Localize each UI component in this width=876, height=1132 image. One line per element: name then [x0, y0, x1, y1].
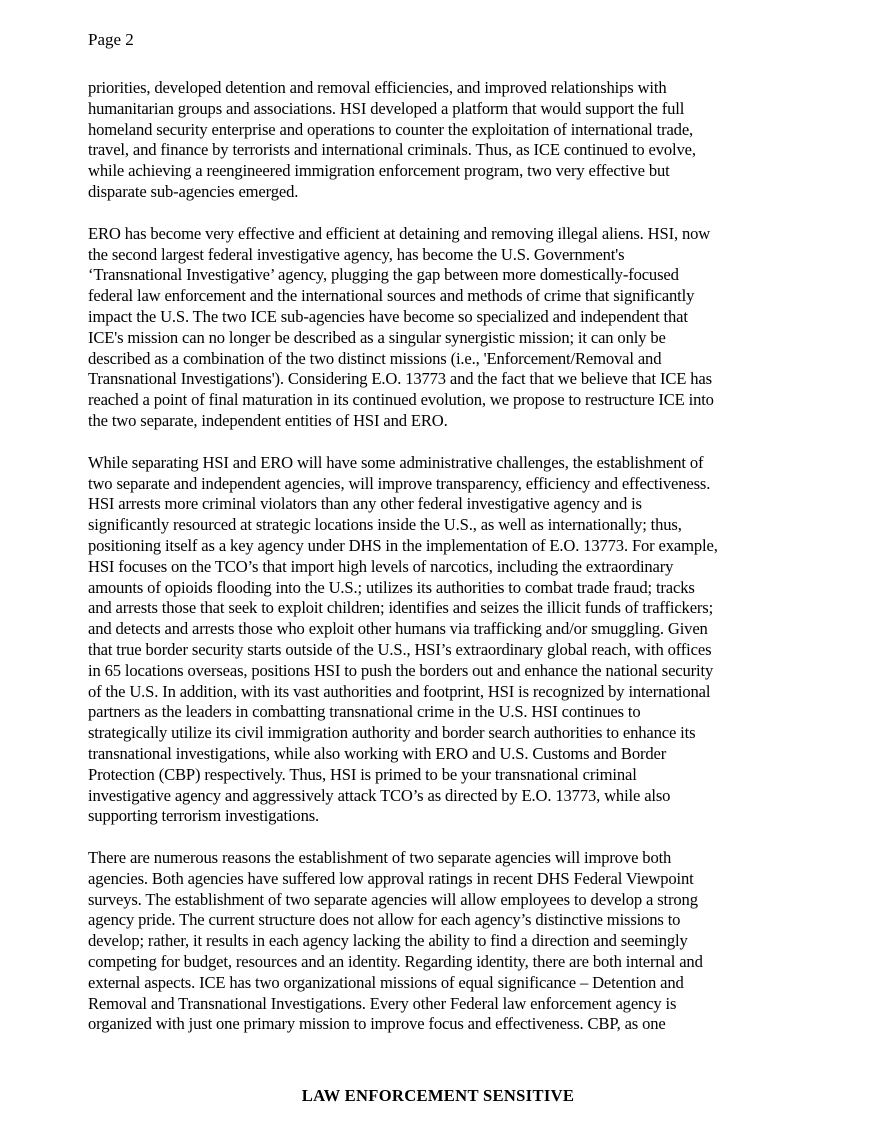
text-line: organized with just one primary mission to improve focus and effectiveness. CBP, as one: [88, 1014, 666, 1034]
text-line: two separate and independent agencies, will improve transparency, efficiency and effectiveness.: [88, 473, 711, 493]
security-marking-footer: LAW ENFORCEMENT SENSITIVE: [301, 1086, 575, 1105]
paragraph-1: [88, 78, 788, 203]
text-line: ICE's mission can no longer be described as a singular synergistic mission; it can only be: [88, 327, 666, 347]
text-line: ERO has become very effective and efficient at detaining and removing illegal aliens. HSI, now: [88, 223, 711, 243]
text-line: surveys. The establishment of two separate agencies will allow employees to develop a strong: [88, 889, 698, 909]
text-line: Protection (CBP) respectively. Thus, HSI is primed to be your transnational criminal: [88, 764, 637, 784]
text-line: reached a point of final maturation in its continued evolution, we propose to restructure ICE into: [88, 390, 714, 410]
text-line: external aspects. ICE has two organizational missions of equal significance – Detention and: [88, 972, 684, 992]
text-line: humanitarian groups and associations. HSI developed a platform that would support the full: [88, 98, 685, 118]
text-line: develop; rather, it results in each agency lacking the ability to find a direction and seemingly: [88, 931, 688, 951]
text-line: significantly resourced at strategic locations inside the U.S., as well as internationally; thus,: [88, 515, 682, 535]
text-line: partners as the leaders in combatting transnational crime in the U.S. HSI continues to: [88, 702, 641, 722]
text-line: transnational investigations, while also working with ERO and U.S. Customs and Border: [88, 743, 667, 763]
text-line: agency pride. The current structure does not allow for each agency’s distinctive missions to: [88, 910, 681, 930]
text-line: priorities, developed detention and removal efficiencies, and improved relationships with: [88, 78, 667, 97]
text-line: travel, and finance by terrorists and international criminals. Thus, as ICE continued to evolve,: [88, 140, 696, 160]
text-line: investigative agency and aggressively attack TCO’s as directed by E.O. 13773, while also: [88, 785, 671, 805]
text-line: ‘Transnational Investigative’ agency, plugging the gap between more domestically-focused: [88, 265, 679, 285]
text-line: impact the U.S. The two ICE sub-agencies have become so specialized and independent that: [88, 306, 688, 326]
text-line: positioning itself as a key agency under DHS in the implementation of E.O. 13773. For example,: [88, 535, 718, 555]
text-line: strategically utilize its civil immigration authority and border search authorities to enhance its: [88, 723, 696, 743]
paragraph-3: [88, 453, 788, 827]
text-line: in 65 locations overseas, positions HSI to push the borders out and enhance the national security: [88, 660, 714, 680]
text-line: HSI focuses on the TCO’s that import high levels of narcotics, including the extraordinary: [88, 556, 674, 576]
text-line: agencies. Both agencies have suffered low approval ratings in recent DHS Federal Viewpoint: [88, 868, 694, 888]
page-number: Page 2: [88, 30, 134, 49]
text-line: There are numerous reasons the establishment of two separate agencies will improve both: [88, 848, 672, 868]
text-line: homeland security enterprise and operations to counter the exploitation of international trade,: [88, 119, 694, 139]
body-text: [88, 78, 788, 1056]
text-line: of the U.S. In addition, with its vast authorities and footprint, HSI is recognized by international: [88, 681, 711, 701]
text-line: while achieving a reengineered immigration enforcement program, two very effective but: [88, 161, 670, 181]
paragraph-2: [88, 224, 788, 432]
text-line: amounts of opioids flooding into the U.S.; utilizes its authorities to combat trade fraud; tracks: [88, 577, 695, 597]
text-line: and detects and arrests those who exploit other humans via trafficking and/or smuggling. Given: [88, 619, 708, 639]
paragraph-4: [88, 848, 788, 1035]
text-line: and arrests those that seek to exploit children; identifies and seizes the illicit funds of traffickers;: [88, 598, 714, 618]
text-line: that true border security starts outside of the U.S., HSI’s extraordinary global reach, with offices: [88, 639, 712, 659]
text-line: supporting terrorism investigations.: [88, 806, 320, 826]
text-line: competing for budget, resources and an identity. Regarding identity, there are both internal and: [88, 952, 703, 972]
text-line: the second largest federal investigative agency, has become the U.S. Government's: [88, 244, 625, 264]
text-line: Removal and Transnational Investigations. Every other Federal law enforcement agency is: [88, 993, 677, 1013]
text-line: the two separate, independent entities of HSI and ERO.: [88, 410, 448, 430]
text-line: federal law enforcement and the international sources and methods of crime that significantly: [88, 286, 695, 306]
text-line: Transnational Investigations'). Considering E.O. 13773 and the fact that we believe that ICE has: [88, 369, 712, 389]
text-line: disparate sub-agencies emerged.: [88, 181, 299, 201]
text-line: While separating HSI and ERO will have some administrative challenges, the establishment of: [88, 452, 704, 472]
text-line: described as a combination of the two distinct missions (i.e., 'Enforcement/Removal and: [88, 348, 662, 368]
text-line: HSI arrests more criminal violators than any other federal investigative agency and is: [88, 494, 642, 514]
